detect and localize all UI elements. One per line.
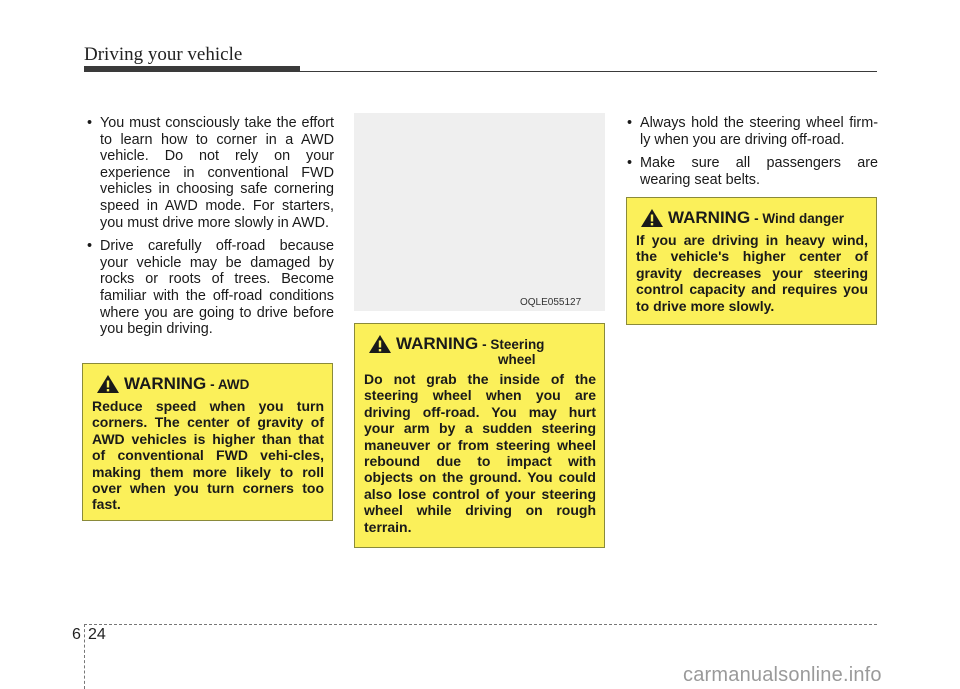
warning-title: WARNING: [396, 334, 479, 353]
footer-divider-vertical: [84, 624, 85, 689]
warning-body: Do not grab the inside of the steering wheel when you are driving off-road. You may hurt your arm by a sudden steering maneuver or from steering wheel rebound due to impact with objects on the ground. You could also lose control of your steering wheel while driving on rough terrain.: [364, 371, 596, 535]
warning-subtitle: - Steering: [482, 337, 545, 352]
header-rule-thin: [84, 71, 877, 72]
chapter-number: 6: [72, 626, 81, 643]
warning-header: [368, 334, 596, 367]
warning-triangle-icon: [640, 208, 664, 228]
watermark-text: carmanualsonline.info: [683, 664, 882, 686]
page-number: 24: [88, 626, 106, 643]
warning-subtitle: - AWD: [210, 377, 250, 392]
warning-subtitle-line2: wheel: [498, 352, 536, 367]
bullet-item: • Make sure all passengers are wearing seat belts.: [624, 155, 878, 188]
warning-header: [640, 208, 868, 228]
warning-triangle-icon: [96, 374, 120, 394]
column1-bullet-list: [84, 115, 334, 345]
warning-title: WARNING: [668, 208, 751, 227]
bullet-item: • Drive carefully off-road because your vehicle may be damaged by rocks or roots of trees. Become familiar with the off-road conditions where you are going to drive before you begin driving.: [84, 238, 334, 338]
warning-box-steering: [354, 323, 605, 548]
warning-box-awd: [82, 363, 333, 521]
bullet-item: • Always hold the steering wheel firm-ly when you are driving off-road.: [624, 115, 878, 148]
illustration-caption: OQLE055127: [520, 297, 582, 308]
warning-subtitle: - Wind danger: [754, 211, 845, 226]
bullet-item: • You must consciously take the effort to learn how to corner in a AWD vehicle. Do not rely on your experience in conventional FWD vehicles in choosing safe cornering speed in AWD mode. For starters, you must drive more slowly in AWD.: [84, 115, 334, 231]
section-title: Driving your vehicle: [84, 44, 243, 65]
warning-body: If you are driving in heavy wind, the vehicle's higher center of gravity decreases your steering control capacity and requires you to drive more slowly.: [636, 232, 868, 314]
warning-box-wind: [626, 197, 877, 325]
illustration-placeholder: [354, 113, 605, 311]
warning-header: [96, 374, 324, 394]
warning-triangle-icon: [368, 334, 392, 354]
column3-bullet-list: [624, 115, 878, 195]
warning-body: Reduce speed when you turn corners. The center of gravity of AWD vehicles is higher than that of conventional FWD vehi-cles, making them more likely to roll over when you turn corners too fast.: [92, 398, 324, 513]
warning-title: WARNING: [124, 374, 207, 393]
footer-divider: [84, 624, 877, 625]
